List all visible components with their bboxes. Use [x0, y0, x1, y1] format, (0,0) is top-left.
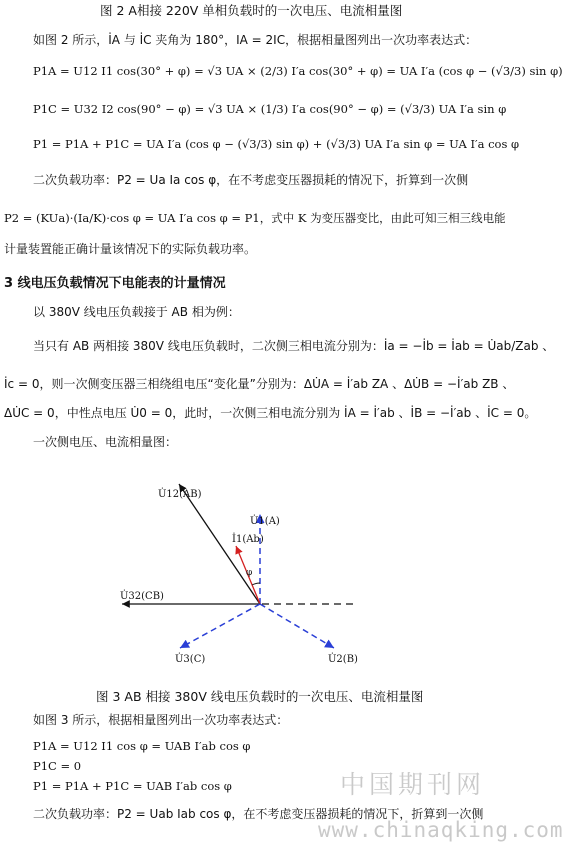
equation-p1a: P1A = U12 I1 cos(30° + φ) = √3 UA × (2/3) I′a cos(30° + φ) = UA I′a (cos φ − (√3/3) sin φ)	[33, 64, 563, 78]
equation-p1c-fig3: P1C = 0	[33, 759, 82, 773]
label-phi: φ	[246, 568, 253, 578]
paragraph-secondary-power-fig3: 二次负载功率：P2 = Uab Iab cos φ，在不考虑变压器损耗的情况下，折算到一次侧	[33, 807, 484, 821]
paragraph-fig2-intro: 如图 2 所示，İA 与 İC 夹角为 180°，IA = 2IC，根据相量图列出一次功率表达式：	[33, 33, 478, 47]
phasor-diagram	[0, 462, 570, 692]
paragraph-secondary-power-2: P2 = (KUa)·(Ia/K)·cos φ = UA I′a cos φ = P1，式中 K 为变压器变比，由此可知三相三线电能	[4, 211, 506, 225]
paragraph-currents-2: İc = 0，则一次侧变压器三相绕组电压“变化量”分别为：ΔU̇A = İ′ab ZA 、ΔU̇B = −İ′ab ZB 、	[4, 377, 515, 391]
equation-p1a-fig3: P1A = U12 I1 cos φ = UAB I′ab cos φ	[33, 739, 251, 753]
equation-p1: P1 = P1A + P1C = UA I′a (cos φ − (√3/3) sin φ) + (√3/3) UA I′a sin φ = UA I′a cos φ	[33, 137, 520, 151]
equation-p1-fig3: P1 = P1A + P1C = UAB I′ab cos φ	[33, 779, 232, 793]
paragraph-secondary-power-1: 二次负载功率：P2 = Ua Ia cos φ，在不考虑变压器损耗的情况下，折算到一次侧	[33, 173, 469, 187]
label-i1-ab: İ1(Ab)	[232, 534, 264, 545]
phasor-u2-b	[260, 604, 334, 648]
section-3-heading: 3 线电压负载情况下电能表的计量情况	[4, 276, 226, 291]
phi-arc	[252, 583, 260, 585]
paragraph-secondary-power-3: 计量装置能正确计量该情况下的实际负载功率。	[4, 242, 257, 256]
paragraph-fig3-intro: 如图 3 所示，根据相量图列出一次功率表达式：	[33, 713, 289, 727]
label-u12-ab: U̇12(AB)	[158, 489, 202, 500]
figure-3-caption: 图 3 AB 相接 380V 线电压负载时的一次电压、电流相量图	[96, 689, 424, 704]
label-u3-c: U̇3(C)	[175, 654, 206, 665]
label-u32-cb: U̇32(CB)	[120, 591, 164, 602]
figure-2-caption: 图 2 A相接 220V 单相负载时的一次电压、电流相量图	[100, 3, 403, 18]
watermark-site-name: 中国期刊网	[340, 770, 486, 799]
equation-p1c: P1C = U32 I2 cos(90° − φ) = √3 UA × (1/3) I′a cos(90° − φ) = (√3/3) UA I′a sin φ	[33, 102, 507, 116]
label-u1-a: U̇1(A)	[250, 516, 280, 527]
paragraph-currents-1: 当只有 AB 两相接 380V 线电压负载时，二次侧三相电流分别为：İa = −İb = İab = U̇ab/Zab 、	[33, 339, 555, 353]
label-u2-b: U̇2(B)	[328, 654, 358, 665]
paragraph-currents-3: ΔU̇C = 0，中性点电压 U̇0 = 0，此时，一次侧三相电流分别为 İA = İ′ab 、İB = −İ′ab 、İC = 0。	[4, 406, 537, 420]
paragraph-phasor-intro: 一次侧电压、电流相量图：	[33, 435, 178, 449]
paragraph-example-ab: 以 380V 线电压负载接于 AB 相为例：	[33, 305, 240, 319]
phasor-u3-c	[180, 604, 260, 648]
watermark-url: www.chinaqking.com	[318, 818, 564, 842]
